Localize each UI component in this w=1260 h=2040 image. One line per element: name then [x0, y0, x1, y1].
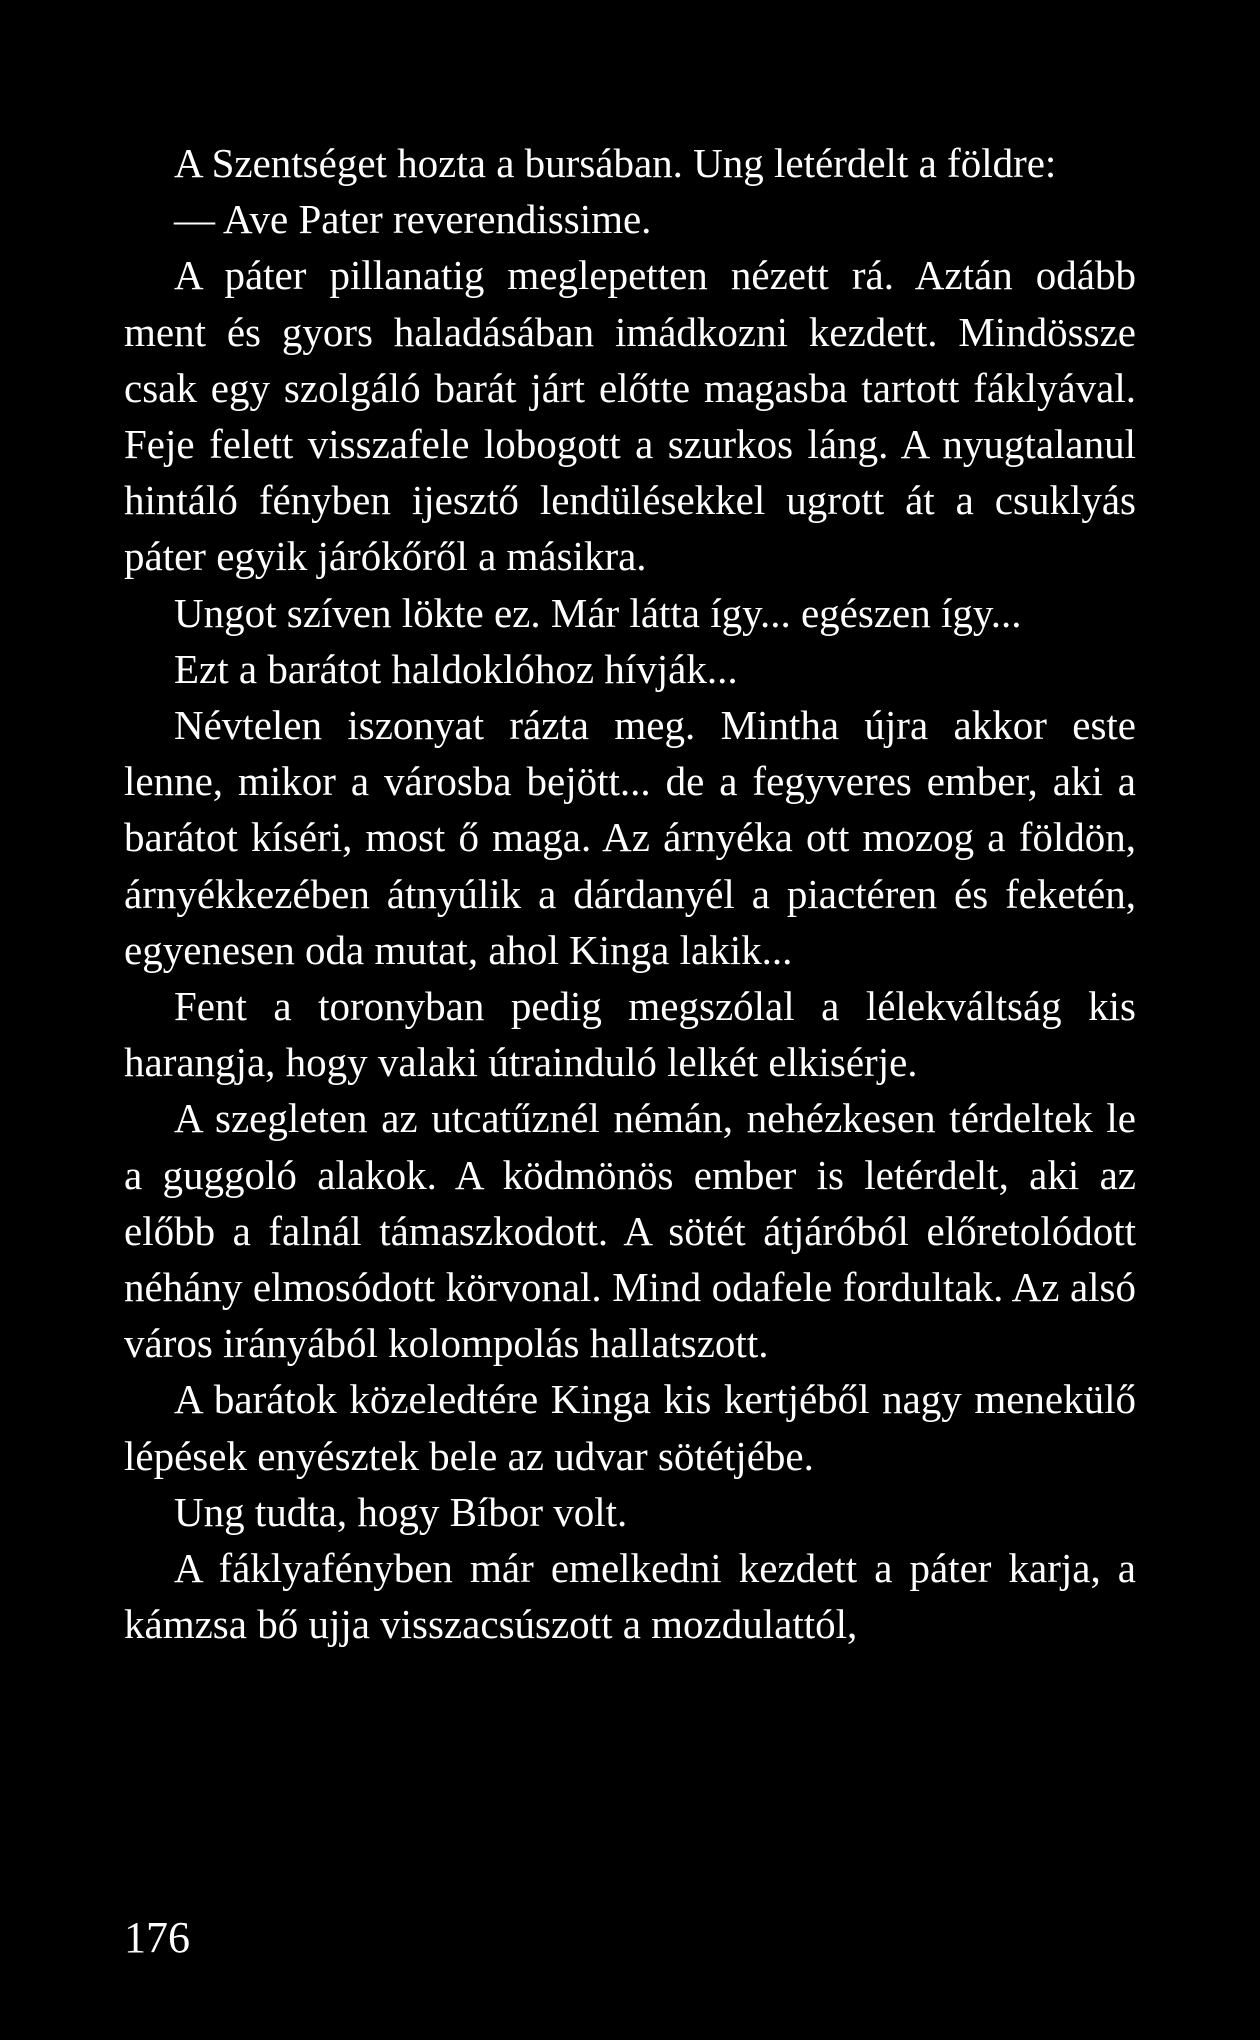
page-number: 176 — [124, 1913, 190, 1962]
paragraph: Ungot szíven lökte ez. Már látta így... egészen így... — [174, 589, 1022, 636]
paragraph: A fáklyafényben már emelkedni kezdett a páter karja, a kámzsa bő ujja visszacsúszott a mozdulattól, — [124, 1545, 1136, 1648]
paragraph: A Szentséget hozta a bursában. Ung letérdelt a földre: — [174, 140, 1057, 186]
paragraph: Ezt a barátot haldoklóhoz hívják... — [174, 645, 738, 692]
paragraph: Ung tudta, hogy Bíbor volt. — [174, 1488, 628, 1535]
paragraph: A páter pillanatig meglepetten nézett rá. Aztán odább ment és gyors haladásában imádkozni kezdett. Mindössze csak egy szolgáló barát járt előtte magasba tartott fáklyával. Feje felett visszafele lobogott a szurkos láng. A nyugtalanul hintáló fényben ijesztő lendülésekkel ugrott át a csuklyás páter egyik járókőről a másikra. — [124, 252, 1136, 580]
paragraph: A barátok közeledtére Kinga kis kertjéből nagy menekülő lépések enyésztek bele az udvar sötétjébe. — [124, 1376, 1136, 1479]
body-text — [124, 135, 1136, 1652]
paragraph: — Ave Pater reverendissime. — [174, 196, 652, 243]
paragraph: Fent a toronyban pedig megszólal a lélekváltság kis harangja, hogy valaki útrainduló lelkét elkisérje. — [124, 983, 1136, 1086]
paragraph: A szegleten az utcatűznél némán, nehézkesen térdeltek le a guggoló alakok. A ködmönös ember is letérdelt, aki az előbb a falnál támaszkodott. A sötét átjáróból előretolódott néhány elmosódott körvonal. Mind odafele fordultak. Az alsó város irányából kolompolás hallatszott. — [124, 1095, 1136, 1367]
paragraph: Névtelen iszonyat rázta meg. Mintha újra akkor este lenne, mikor a városba bejött... de a fegyveres ember, aki a barátot kíséri, most ő maga. Az árnyéka ott mozog a földön, árnyékkezében átnyúlik a dárdanyél a piactéren és feketén, egyenesen oda mutat, ahol Kinga lakik... — [124, 702, 1136, 973]
